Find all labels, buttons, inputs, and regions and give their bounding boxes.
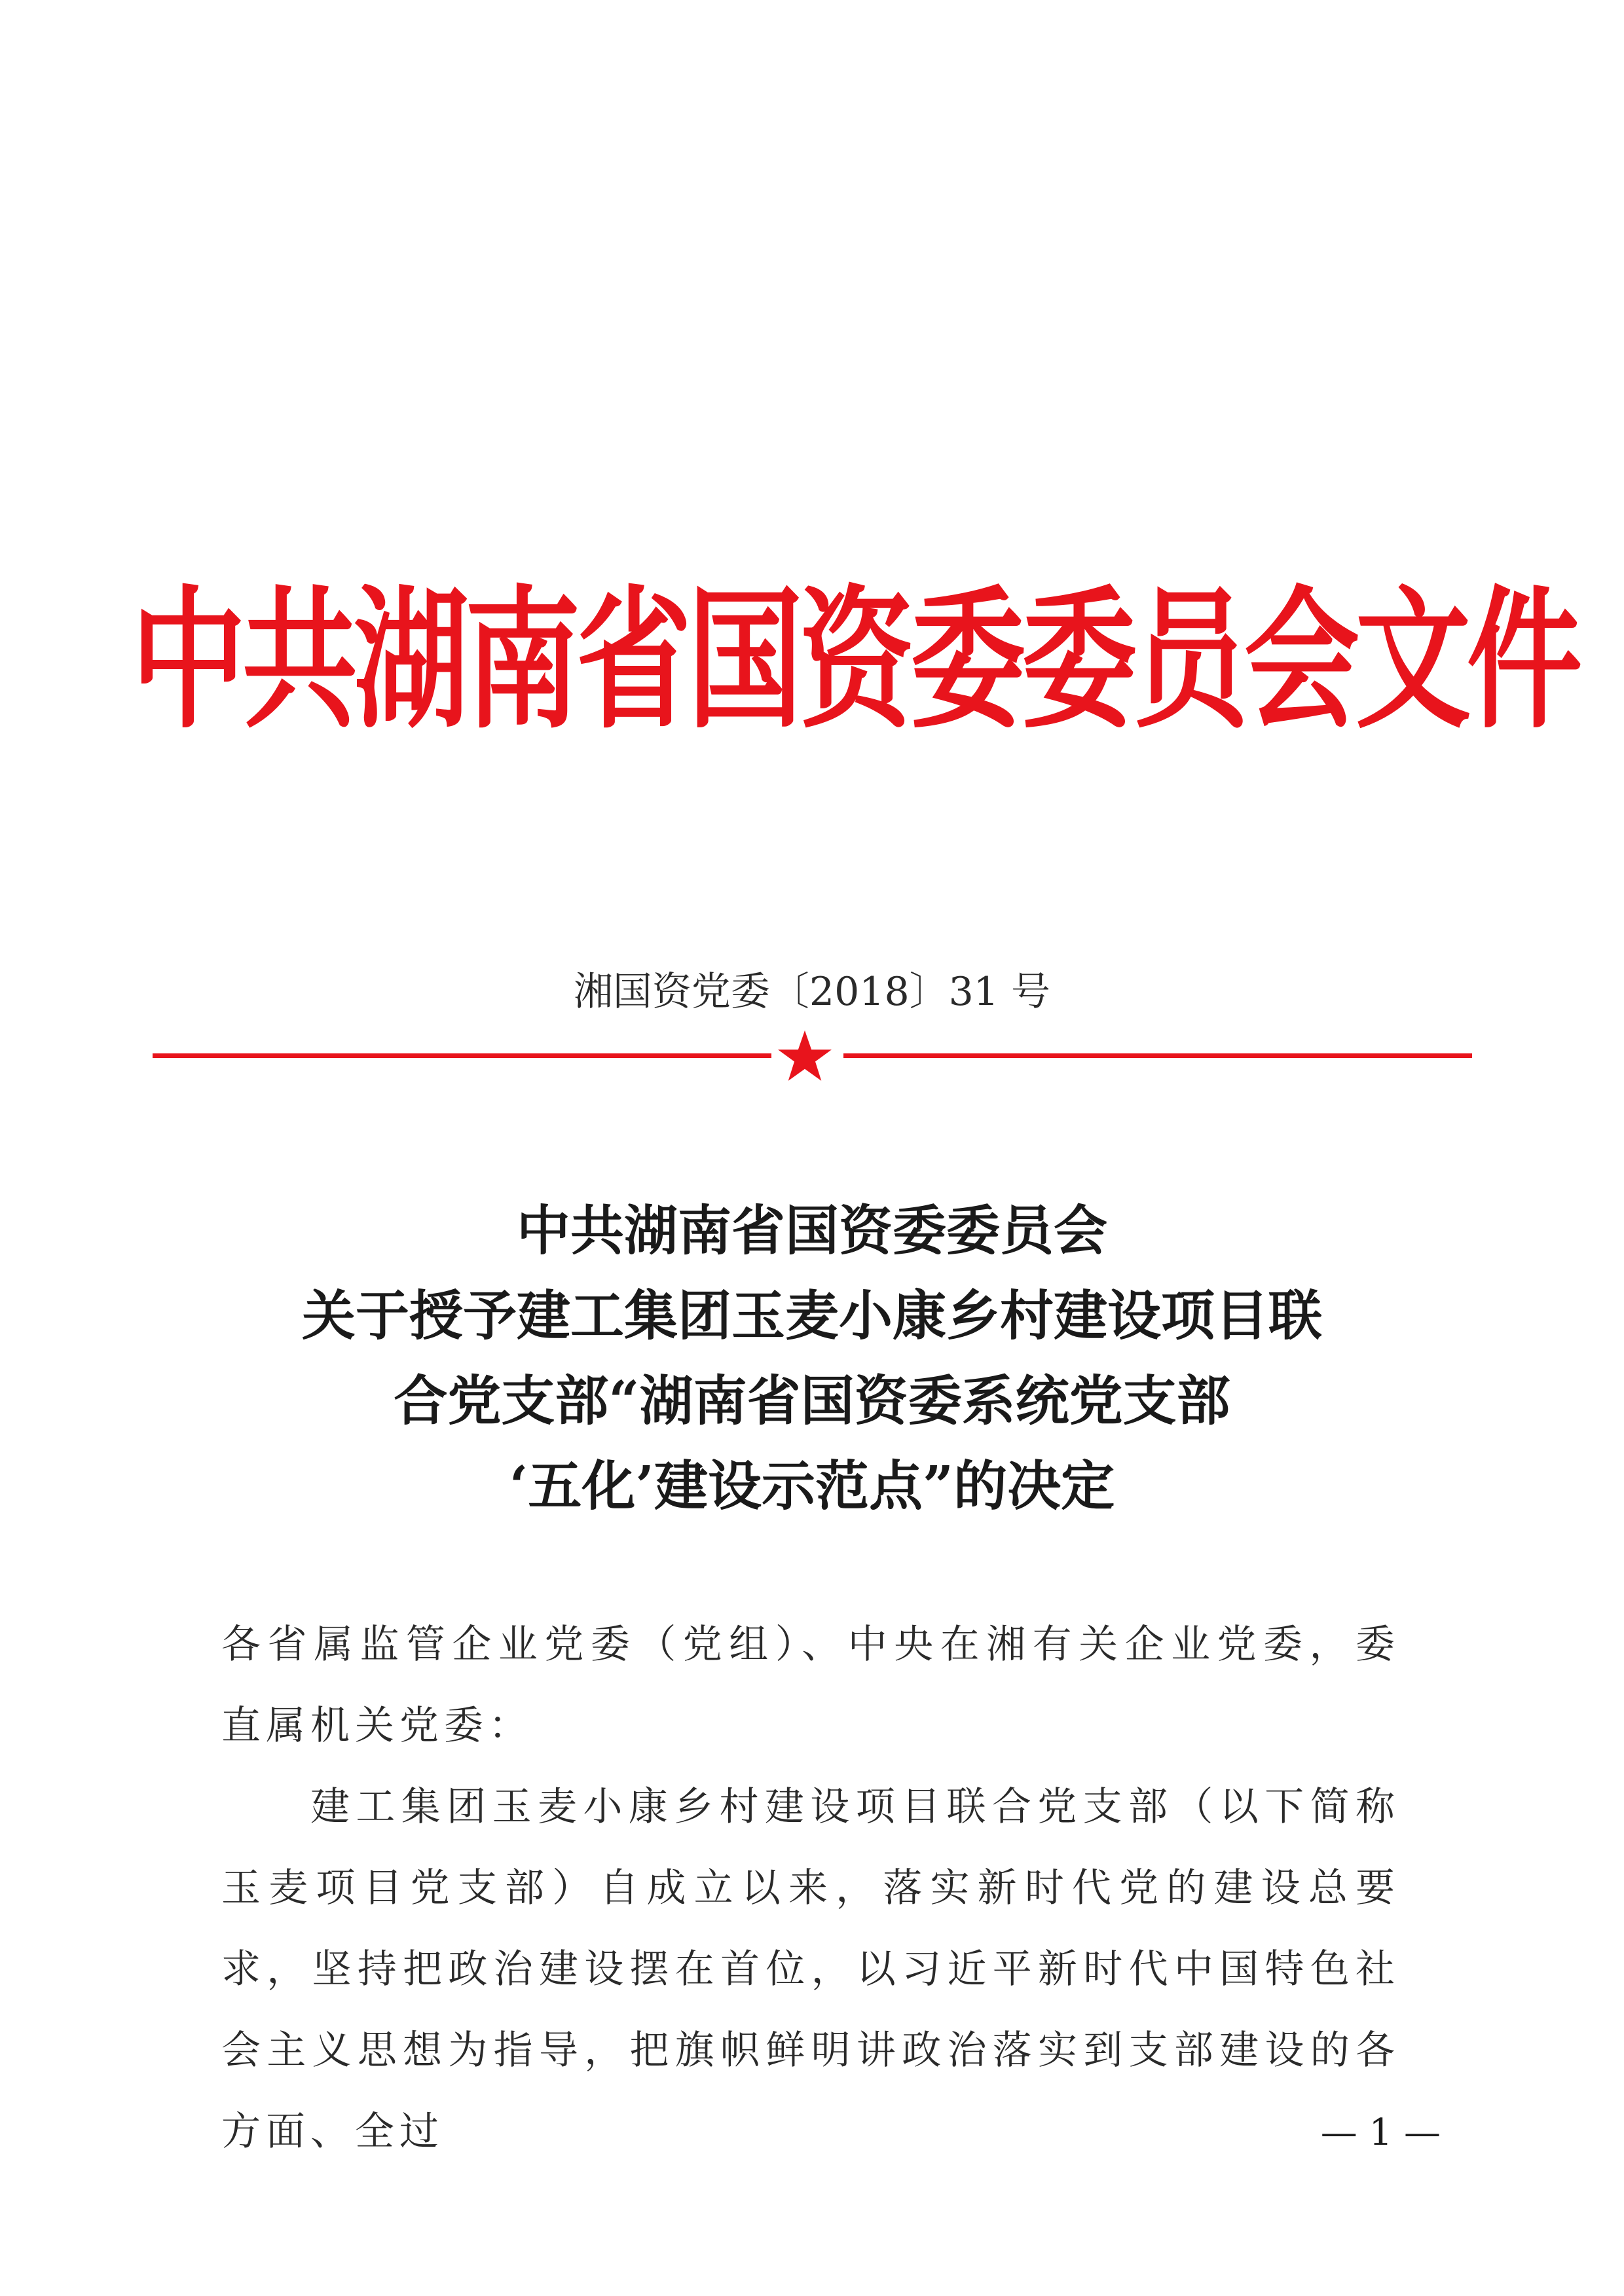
red-divider-right xyxy=(843,1053,1472,1058)
masthead-title: 中共湖南省国资委委员会文件 xyxy=(131,572,1579,750)
star-icon xyxy=(777,1029,833,1083)
document-number: 湘国资党委〔2018〕31 号 xyxy=(573,969,1051,1015)
title-line: 关于授予建工集团玉麦小康乡村建设项目联 xyxy=(301,1285,1322,1347)
title-line: 中共湖南省国资委委员会 xyxy=(516,1199,1107,1262)
addressee: 各省属监管企业党委（党组）、中央在湘有关企业党委，委直属机关党委： xyxy=(221,1622,1400,1749)
body-paragraph: 建工集团玉麦小康乡村建设项目联合党支部（以下简称玉麦项目党支部）自成立以来，落实新时代党的建设总要求，坚持把政治建设摆在首位，以习近平新时代中国特色社会主义思想为指导，把旗帜鲜明讲政治落实到支部建设的各方面、全过 xyxy=(221,1784,1400,2155)
document-body xyxy=(221,1604,1400,2172)
red-divider-left xyxy=(153,1053,771,1058)
title-line: ‘五化’建设示范点”的决定 xyxy=(509,1455,1115,1518)
title-line: 合党支部“湖南省国资委系统党支部 xyxy=(394,1370,1230,1432)
page-number: — 1 — xyxy=(1320,2111,1441,2154)
document-title xyxy=(131,1188,1493,1529)
